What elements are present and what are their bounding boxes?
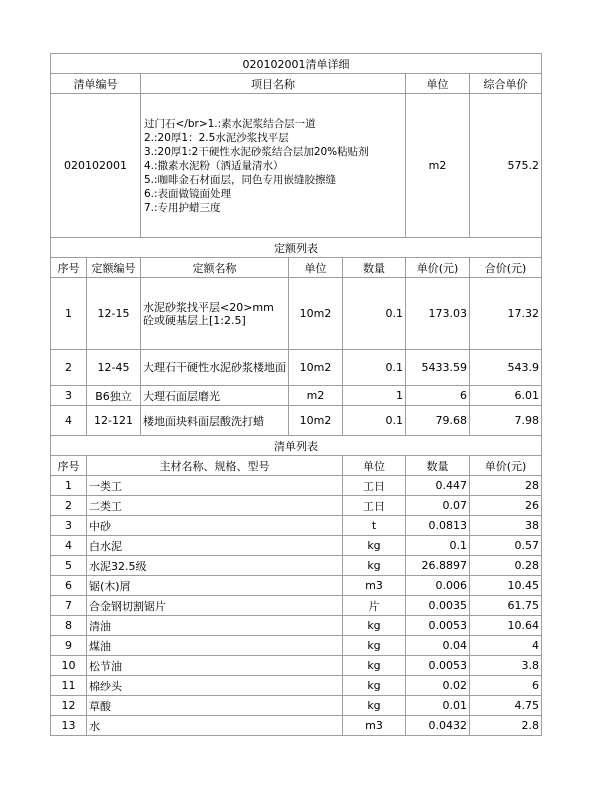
material-name: 合金钢切割锯片 (87, 596, 343, 616)
material-price: 2.8 (470, 716, 542, 736)
quota-qty: 0.1 (343, 278, 406, 350)
quota-name: 水泥砂浆找平层<20>mm 砼或硬基层上[1:2.5] (141, 278, 289, 350)
material-no: 11 (51, 676, 87, 696)
quota-col-header: 定额编号 (87, 258, 141, 278)
material-no: 9 (51, 636, 87, 656)
quota-col-header: 合价(元) (470, 258, 542, 278)
header-unit: 单位 (406, 74, 470, 94)
material-qty: 0.447 (406, 476, 470, 496)
quota-price: 79.68 (406, 406, 470, 436)
quota-name: 楼地面块料面层酸洗打蜡 (141, 406, 289, 436)
material-no: 3 (51, 516, 87, 536)
quota-unit: 10m2 (289, 278, 343, 350)
material-qty: 0.04 (406, 636, 470, 656)
material-price: 4.75 (470, 696, 542, 716)
material-name: 煤油 (87, 636, 343, 656)
quota-price: 173.03 (406, 278, 470, 350)
quota-col-header: 单价(元) (406, 258, 470, 278)
quota-no: 2 (51, 350, 87, 386)
material-unit: kg (343, 636, 406, 656)
material-unit: 工日 (343, 476, 406, 496)
material-price: 6 (470, 676, 542, 696)
material-row (51, 496, 542, 516)
material-unit: kg (343, 696, 406, 716)
desc-line: 6.:表面做镜面处理 (144, 187, 232, 200)
material-qty: 0.0053 (406, 616, 470, 636)
material-price: 28 (470, 476, 542, 496)
material-name: 二类工 (87, 496, 343, 516)
material-name: 松节油 (87, 656, 343, 676)
quota-row (51, 386, 542, 406)
material-price: 10.45 (470, 576, 542, 596)
quota-qty: 0.1 (343, 406, 406, 436)
quota-price: 5433.59 (406, 350, 470, 386)
material-row (51, 596, 542, 616)
quota-unit: 10m2 (289, 406, 343, 436)
desc-line: 2.:20厚1：2.5水泥沙浆找平层 (144, 131, 289, 144)
material-row (51, 516, 542, 536)
material-unit: kg (343, 536, 406, 556)
quota-total: 7.98 (470, 406, 542, 436)
material-qty: 0.01 (406, 696, 470, 716)
quota-total: 543.9 (470, 350, 542, 386)
material-name: 清油 (87, 616, 343, 636)
material-unit: m3 (343, 716, 406, 736)
material-no: 1 (51, 476, 87, 496)
material-price: 10.64 (470, 616, 542, 636)
material-name: 水 (87, 716, 343, 736)
header-price: 综合单价 (470, 74, 542, 94)
material-price: 0.28 (470, 556, 542, 576)
material-name: 白水泥 (87, 536, 343, 556)
desc-line: 4.:撒素水泥粉（洒适量清水） (144, 159, 284, 172)
material-row (51, 636, 542, 656)
item-code: 020102001 (51, 94, 141, 238)
material-price: 61.75 (470, 596, 542, 616)
material-unit: kg (343, 676, 406, 696)
quota-no: 1 (51, 278, 87, 350)
header-name: 项目名称 (141, 74, 406, 94)
material-no: 8 (51, 616, 87, 636)
material-unit: 片 (343, 596, 406, 616)
material-unit: m3 (343, 576, 406, 596)
material-qty: 0.0053 (406, 656, 470, 676)
material-name: 棉纱头 (87, 676, 343, 696)
header-code: 清单编号 (51, 74, 141, 94)
bill-detail-table (50, 53, 542, 736)
quota-name: 大理石面层磨光 (141, 386, 289, 406)
item-unit: m2 (406, 94, 470, 238)
quota-unit: 10m2 (289, 350, 343, 386)
material-row (51, 716, 542, 736)
desc-line: 3.:20厚1:2干硬性水泥砂浆结合层加20%粘贴剂 (144, 145, 369, 158)
quota-code: B6独立 (87, 386, 141, 406)
quota-row (51, 406, 542, 436)
material-qty: 0.07 (406, 496, 470, 516)
quota-no: 3 (51, 386, 87, 406)
desc-line: 过门石</br>1.:素水泥浆结合层一道 (144, 117, 316, 130)
material-row (51, 576, 542, 596)
quota-qty: 0.1 (343, 350, 406, 386)
item-description (141, 94, 406, 238)
material-no: 12 (51, 696, 87, 716)
item-price: 575.2 (470, 94, 542, 238)
quota-col-header: 单位 (289, 258, 343, 278)
materials-col-header: 主材名称、规格、型号 (87, 456, 343, 476)
material-qty: 0.0035 (406, 596, 470, 616)
material-row (51, 536, 542, 556)
material-no: 13 (51, 716, 87, 736)
material-unit: t (343, 516, 406, 536)
material-qty: 0.1 (406, 536, 470, 556)
materials-col-header: 单位 (343, 456, 406, 476)
materials-col-header: 单价(元) (470, 456, 542, 476)
page-title: 020102001清单详细 (51, 54, 542, 74)
quota-section-title: 定额列表 (51, 238, 542, 258)
material-row (51, 476, 542, 496)
material-unit: kg (343, 656, 406, 676)
materials-col-header: 序号 (51, 456, 87, 476)
quota-name: 大理石干硬性水泥砂浆楼地面 (141, 350, 289, 386)
material-unit: kg (343, 616, 406, 636)
quota-row (51, 350, 542, 386)
quota-code: 12-45 (87, 350, 141, 386)
material-name: 一类工 (87, 476, 343, 496)
quota-col-header: 序号 (51, 258, 87, 278)
quota-unit: m2 (289, 386, 343, 406)
material-price: 4 (470, 636, 542, 656)
material-name: 水泥32.5级 (87, 556, 343, 576)
material-qty: 26.8897 (406, 556, 470, 576)
quota-col-header: 定额名称 (141, 258, 289, 278)
material-row (51, 616, 542, 636)
material-no: 2 (51, 496, 87, 516)
material-qty: 0.02 (406, 676, 470, 696)
material-price: 3.8 (470, 656, 542, 676)
quota-col-header: 数量 (343, 258, 406, 278)
material-qty: 0.0432 (406, 716, 470, 736)
material-unit: 工日 (343, 496, 406, 516)
material-price: 0.57 (470, 536, 542, 556)
material-name: 草酸 (87, 696, 343, 716)
quota-price: 6 (406, 386, 470, 406)
material-row (51, 696, 542, 716)
desc-line: 5.:咖啡金石材面层，同色专用嵌缝胶擦缝 (144, 173, 337, 186)
quota-total: 17.32 (470, 278, 542, 350)
material-unit: kg (343, 556, 406, 576)
quota-total: 6.01 (470, 386, 542, 406)
desc-line: 7.:专用护蜡三度 (144, 201, 221, 214)
material-no: 5 (51, 556, 87, 576)
material-name: 中砂 (87, 516, 343, 536)
materials-section-title: 清单列表 (51, 436, 542, 456)
material-price: 26 (470, 496, 542, 516)
material-no: 10 (51, 656, 87, 676)
material-row (51, 656, 542, 676)
materials-col-header: 数量 (406, 456, 470, 476)
material-no: 6 (51, 576, 87, 596)
material-no: 7 (51, 596, 87, 616)
quota-code: 12-121 (87, 406, 141, 436)
material-row (51, 676, 542, 696)
quota-row (51, 278, 542, 350)
material-price: 38 (470, 516, 542, 536)
material-qty: 0.0813 (406, 516, 470, 536)
quota-no: 4 (51, 406, 87, 436)
material-name: 锯(木)屑 (87, 576, 343, 596)
material-row (51, 556, 542, 576)
material-no: 4 (51, 536, 87, 556)
quota-qty: 1 (343, 386, 406, 406)
quota-code: 12-15 (87, 278, 141, 350)
material-qty: 0.006 (406, 576, 470, 596)
